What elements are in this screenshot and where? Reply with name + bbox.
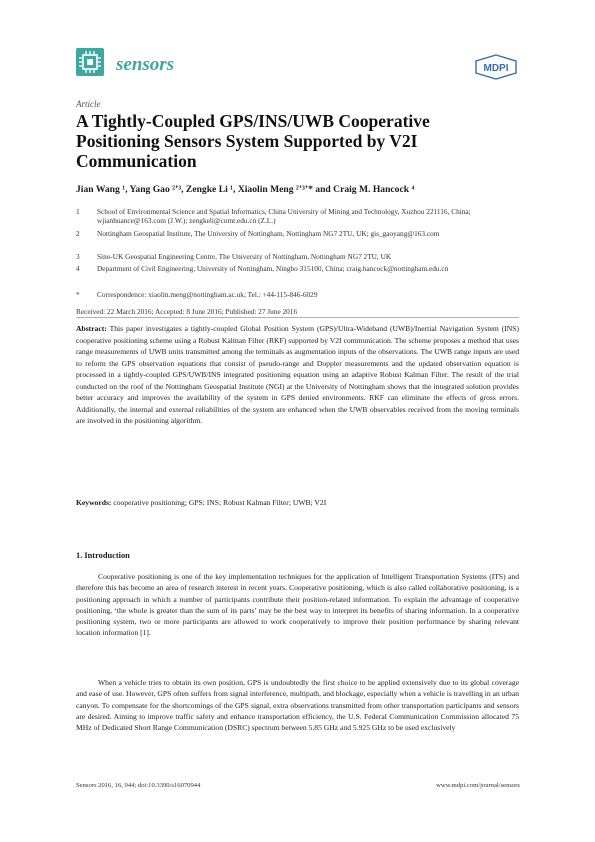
publication-dates: Received: 22 March 2016; Accepted: 8 June 2016; Published: 27 June 2016 <box>76 307 298 316</box>
journal-name: sensors <box>116 54 175 75</box>
paragraph: Cooperative positioning is one of the key implementation techniques for the application of Intelligent Transportation Systems (ITS) and therefore this has become an area of research interest in recent years. Cooperative positioning, which is also called collaborative positioning, is a positioning approach in which a number of participants contribute their position-related information. To explain the advantage of cooperative positioning, ‘the whole is greater than the sum of its parts’ may be the best way to interpret its benefits of sharing information. In a cooperative positioning system, two or more participants are allowed to work cooperatively to improve their position performance by sharing relevant location information [1]. <box>76 572 519 638</box>
correspondence: * Correspondence: xiaolin.meng@nottingham.ac.uk; Tel.: +44-115-846-6029 <box>76 290 318 299</box>
author-list: Jian Wang ¹, Yang Gao ²ʼ³, Zengke Li ¹, Xiaolin Meng ²ʼ³ʼ* and Craig M. Hancock ⁴ <box>76 184 415 195</box>
abstract <box>76 323 519 427</box>
keywords <box>76 497 519 508</box>
divider <box>76 317 519 318</box>
keywords-text: cooperative positioning; GPS; INS; Robust Kalman Filter; UWB; V2I <box>113 498 327 507</box>
affiliation-3: 3 Sino-UK Geospatial Engineering Centre, The University of Nottingham, Nottingham NG7 2TU, UK <box>76 252 392 261</box>
footer-journal-link[interactable]: www.mdpi.com/journal/sensors <box>436 782 520 789</box>
affiliation-1: 1 School of Environmental Science and Spatial Informatics, China University of Mining and Technology, Xuzhou 221116, China; wjianhuance@163.com (J.W.); zengkeli@cumt.edu.cn (Z.L.) <box>76 207 471 226</box>
footer-citation: Sensors 2016, 16, 944; doi:10.3390/s16070944 <box>76 782 201 789</box>
mdpi-logo-text: MDPI <box>483 63 509 74</box>
journal-logo-icon <box>76 48 104 76</box>
abstract-text: This paper investigates a tightly-coupled Global Position System (GPS)/Ultra-Wideband (UWB)/Inertial Navigation System (INS) cooperative positioning scheme using a Robust Kalman Filter (RKF) supported by V2I communication. The scheme proposes a method that uses range measurements of UWB units transmitted among the terminals as augmentation inputs of the observations. The UWB range inputs are used to reform the GPS observation equations that consist of pseudo-range and Doppler measurements and the updated observation equation is processed in a tightly-coupled GPS/UWB/INS integrated positioning equation using an adaptive Robust Kalman Filter. The result of the trial conducted on the roof of the Nottingham Geospatial Institute (NGI) at the University of Nottingham shows that the integrated solution provides better accuracy and improves the availability of the system in GPS denied environments. RKF can eliminate the effects of gross errors. Additionally, the internal and external reliabilities of the system are enhanced when the UWB observables received from the moving terminals are involved in the positioning algorithm. <box>76 324 519 426</box>
affiliation-2: 2 Nottingham Geospatial Institute, The University of Nottingham, Nottingham NG7 2TU, UK; gis_gaoyang@163.com <box>76 229 440 238</box>
article-type: Article <box>76 99 101 109</box>
abstract-label: Abstract: <box>76 324 107 333</box>
paper-title: A Tightly-Coupled GPS/INS/UWB Cooperative Positioning Sensors System Supported by V2I Communication <box>76 111 430 171</box>
paragraph: When a vehicle tries to obtain its own position, GPS is undoubtedly the first choice to be applied extensively due to its global coverage and ease of use. However, GPS often suffers from signal interference, multipath, and blockage, especially when a vehicle is travelling in an urban canyon. To compensate for the shortcomings of the GPS signal, extra observations transmitted from other transportation participants and sensors are desired. Aiming to improve traffic safety and enhance transportation efficiency, the U.S. Federal Communication Commission allocated 75 MHz of Dedicated Short Range Communication (DSRC) spectrum between 5.85 GHz and 5.925 GHz to be used exclusively <box>76 678 519 733</box>
section-heading: 1. Introduction <box>76 551 130 560</box>
keywords-label: Keywords: <box>76 498 112 507</box>
mdpi-logo-icon <box>472 54 520 85</box>
affiliation-4: 4 Department of Civil Engineering, University of Nottingham, Ningbo 315100, China; craig.hancock@nottingham.edu.cn <box>76 264 449 273</box>
